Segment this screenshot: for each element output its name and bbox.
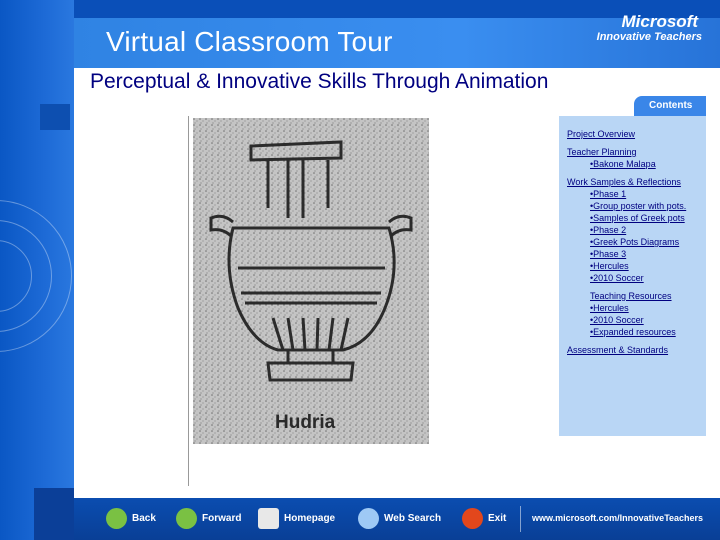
link-resources-2010-soccer[interactable]: •2010 Soccer	[590, 315, 644, 325]
web-search-button[interactable]: Web Search	[358, 498, 444, 540]
bottom-navigation-bar	[74, 498, 720, 540]
close-x-icon	[462, 508, 483, 529]
link-phase-1[interactable]: •Phase 1	[590, 189, 627, 199]
header-banner	[74, 0, 720, 68]
logo-subtitle: Innovative Teachers	[596, 31, 702, 43]
home-icon	[258, 508, 279, 529]
link-teaching-resources[interactable]: Teaching Resources	[590, 291, 672, 301]
back-button[interactable]: Back	[106, 498, 166, 540]
vertical-divider	[188, 116, 189, 486]
forward-arrow-icon	[176, 508, 197, 529]
back-arrow-icon	[106, 508, 127, 529]
link-work-samples[interactable]: Work Samples & Reflections	[567, 177, 681, 187]
exit-button[interactable]: Exit	[462, 498, 512, 540]
link-greek-pots-diagrams[interactable]: •Greek Pots Diagrams	[590, 237, 680, 247]
link-teacher-planning[interactable]: Teacher Planning	[567, 147, 637, 157]
contents-tab-label: Contents	[649, 100, 693, 111]
link-hercules[interactable]: •Hercules	[590, 261, 629, 271]
page-title: Perceptual & Innovative Skills Through Animation	[90, 70, 549, 93]
forward-button[interactable]: Forward	[176, 498, 248, 540]
link-bakone-malapa[interactable]: •Bakone Malapa	[590, 159, 656, 169]
link-phase-2[interactable]: •Phase 2	[590, 225, 627, 235]
site-title: Virtual Classroom Tour	[106, 26, 393, 57]
link-project-overview[interactable]: Project Overview	[567, 129, 636, 139]
left-decorative-strip	[0, 0, 74, 540]
link-2010-soccer[interactable]: •2010 Soccer	[590, 273, 644, 283]
contents-tab	[634, 96, 706, 116]
microsoft-url-link[interactable]: www.microsoft.com/InnovativeTeachers	[532, 513, 704, 523]
homepage-button[interactable]: Homepage	[258, 498, 340, 540]
link-expanded-resources[interactable]: •Expanded resources	[590, 327, 676, 337]
navbar-separator	[520, 506, 521, 532]
link-greek-pots-samples[interactable]: •Samples of Greek pots	[590, 213, 685, 223]
link-phase-3[interactable]: •Phase 3	[590, 249, 627, 259]
search-magnifier-icon	[358, 508, 379, 529]
link-group-poster[interactable]: •Group poster with pots.	[590, 201, 687, 211]
hudria-pot-image	[193, 118, 429, 444]
link-assessment-standards[interactable]: Assessment & Standards	[567, 345, 669, 355]
pot-name-label: Hudria	[275, 412, 336, 433]
link-resources-hercules[interactable]: •Hercules	[590, 303, 629, 313]
microsoft-logo: Microsoft	[621, 12, 698, 31]
